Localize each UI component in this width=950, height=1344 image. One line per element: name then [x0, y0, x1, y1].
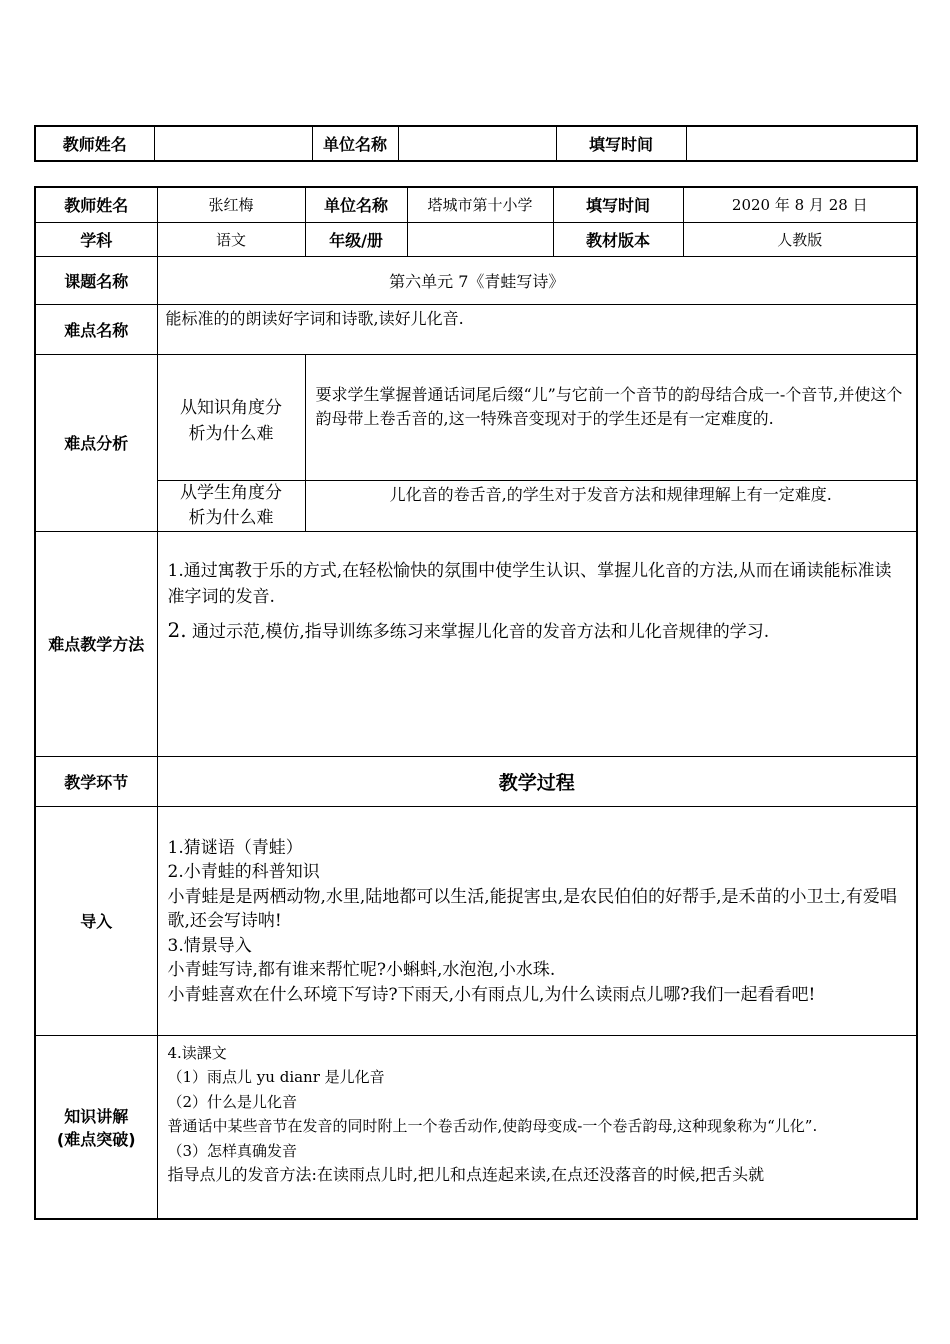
header-table: [34, 125, 918, 162]
intro-content: [157, 806, 917, 1035]
process-label: 教学过程: [157, 756, 917, 806]
stage-label: 教学环节: [35, 756, 157, 806]
method-item-2-number: 2.: [167, 617, 187, 642]
knowledge-line: （1）雨点儿 yu dianr 是儿化音: [167, 1068, 385, 1086]
method-item-2: [168, 618, 909, 644]
header-unit-value[interactable]: [398, 126, 556, 161]
knowledge-angle-text: 要求学生掌握普通话词尾后缀“儿”与它前一个音节的韵母结合成一-个音节,并使这个韵母带上卷舌音的,这一特殊音变现对于的学生还是有一定难度的.: [305, 354, 917, 480]
method-label: 难点教学方法: [35, 531, 157, 756]
student-angle-label: [157, 480, 305, 531]
header-teacher-label: 教师姓名: [35, 126, 154, 161]
header-unit-label: 单位名称: [312, 126, 398, 161]
lesson-plan-table: [34, 186, 918, 1220]
knowledge-line: （2）什么是儿化音: [167, 1092, 298, 1111]
topic-value: 第六单元 7《青蛙写诗》: [157, 256, 917, 304]
subject-label: 学科: [35, 222, 157, 256]
knowledge-line: 指导点儿的发音方法:在读雨点儿时,把儿和点连起来读,在点还没落音的时候,把舌头就: [167, 1165, 765, 1184]
teacher-label: 教师姓名: [35, 187, 157, 222]
unit-value: 塔城市第十小学: [407, 187, 553, 222]
difficulty-label: 难点名称: [35, 304, 157, 354]
header-date-label: 填写时间: [556, 126, 686, 161]
subject-value: 语文: [157, 222, 305, 256]
unit-label: 单位名称: [305, 187, 407, 222]
grade-label: 年级/册: [305, 222, 407, 256]
knowledge-angle-line-2: 析为什么难: [188, 423, 274, 444]
student-angle-line-2: 析为什么难: [188, 507, 274, 528]
intro-line: 2.小青蛙的科普知识: [167, 862, 320, 882]
student-angle-line-1: 从学生角度分: [180, 482, 282, 503]
method-content: [157, 531, 917, 756]
knowledge-label-line-1: 知识讲解: [64, 1106, 129, 1126]
header-teacher-value[interactable]: [154, 126, 312, 161]
method-item-2-text: 通过示范,模仿,指导训练多练习来掌握儿化音的发音方法和儿化音规律的学习.: [186, 621, 770, 642]
knowledge-label: [35, 1035, 157, 1219]
analysis-label: 难点分析: [35, 354, 157, 531]
edition-value: 人教版: [683, 222, 917, 256]
knowledge-label-line-2: (难点突破): [56, 1129, 136, 1149]
intro-line: 小青蛙喜欢在什么环境下写诗?下雨天,小有雨点儿,为什么读雨点儿哪?我们一起看看吧!: [167, 984, 816, 1005]
intro-line: 1.猜谜语（青蛙）: [167, 837, 303, 858]
intro-label: 导入: [35, 806, 157, 1035]
method-item-1: 1.通过寓教于乐的方式,在轻松愉快的氛围中使学生认识、掌握儿化音的方法,从而在诵读能标准读准字词的发音.: [167, 560, 892, 607]
student-angle-text: 儿化音的卷舌音,的学生对于发音方法和规律理解上有一定难度.: [305, 480, 917, 531]
knowledge-angle-label: [157, 354, 305, 480]
grade-value: [407, 222, 553, 256]
knowledge-line: （3）怎样真确发音: [167, 1141, 298, 1160]
knowledge-angle-line-1: 从知识角度分: [180, 397, 282, 418]
knowledge-line: 普通话中某些音节在发音的同时附上一个卷舌动作,使韵母变成-一个卷舌韵母,这种现象称为“儿化”.: [167, 1117, 818, 1135]
header-date-value[interactable]: [686, 126, 917, 161]
intro-line: 3.情景导入: [167, 935, 252, 956]
date-label: 填写时间: [553, 187, 683, 222]
teacher-value: 张红梅: [157, 187, 305, 222]
difficulty-value: 能标准的的朗读好字词和诗歌,读好儿化音.: [157, 304, 917, 354]
intro-line: 小青蛙是是两栖动物,水里,陆地都可以生活,能捉害虫,是农民伯伯的好帮手,是禾苗的小卫士,有爱唱歌,还会写诗呐!: [167, 886, 897, 931]
edition-label: 教材版本: [553, 222, 683, 256]
knowledge-line: 4.读課文: [167, 1043, 227, 1062]
intro-line: 小青蛙写诗,都有谁来帮忙呢?小蝌蚪,水泡泡,小水珠.: [167, 960, 556, 980]
date-value: 2020 年 8 月 28 日: [683, 187, 917, 222]
knowledge-content: [157, 1035, 917, 1219]
topic-label: 课题名称: [35, 256, 157, 304]
